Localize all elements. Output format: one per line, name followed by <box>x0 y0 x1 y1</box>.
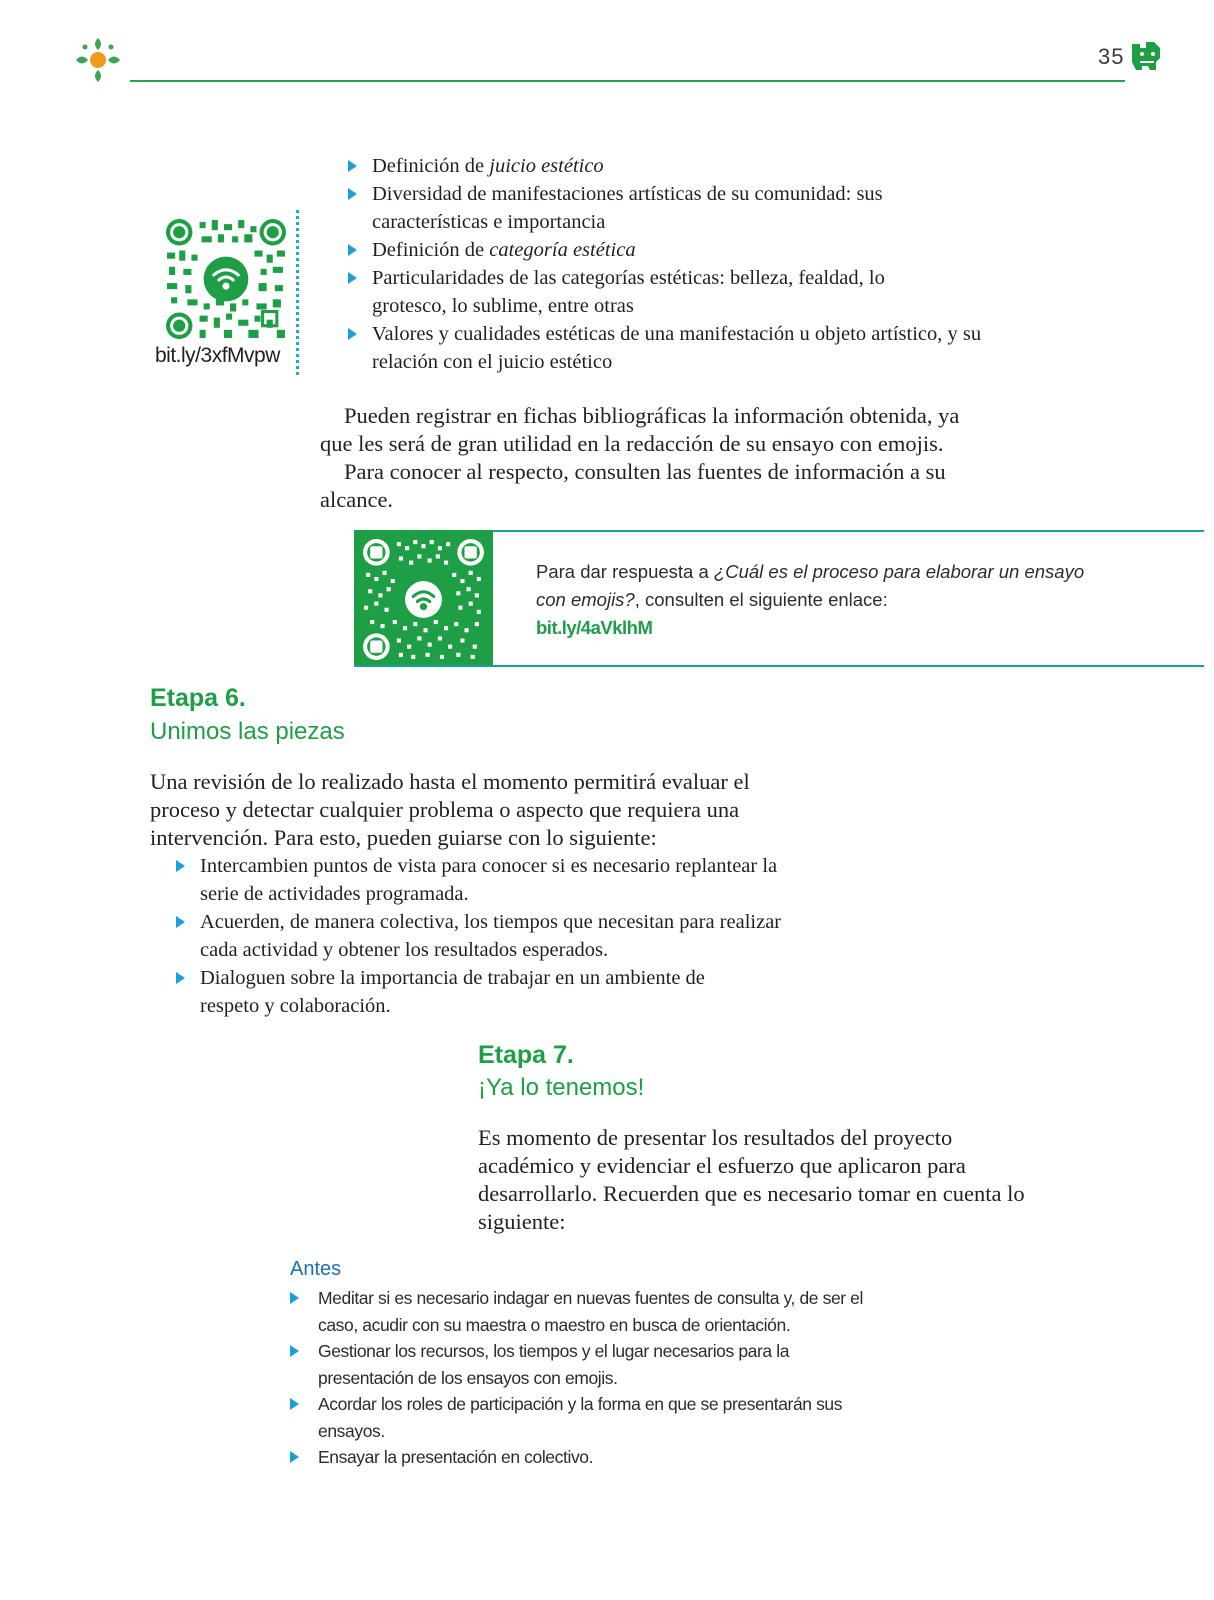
topics-list <box>348 152 988 376</box>
list-item: Diversidad de manifestaciones artísticas de su comunidad: sus características e importancia <box>348 180 988 236</box>
jaguar-head-icon <box>1128 38 1166 76</box>
list-item: Intercambien puntos de vista para conocer si es necesario replantear la serie de actividades programada. <box>176 852 790 908</box>
header-rule <box>130 80 1125 82</box>
etapa6-list <box>176 852 816 1020</box>
page-number: 35 <box>1098 44 1125 69</box>
bullet-icon <box>290 1292 299 1304</box>
bullet-icon <box>176 972 185 984</box>
bullet-icon <box>348 244 357 256</box>
antes-list <box>290 1285 870 1471</box>
bullet-icon <box>176 916 185 928</box>
etapa6-subtitle: Unimos las piezas <box>150 718 345 745</box>
bullet-icon <box>348 328 357 340</box>
bullet-icon <box>348 272 357 284</box>
list-item: Dialoguen sobre la importancia de trabajar en un ambiente de respeto y colaboración. <box>176 964 748 1020</box>
list-item: Acordar los roles de participación y la forma en que se presentarán sus ensayos. <box>290 1391 858 1444</box>
list-item: Meditar si es necesario indagar en nuevas fuentes de consulta y, de ser el caso, acudir con su maestra o maestro en busca de orientación. <box>290 1285 878 1338</box>
qr-code-icon[interactable] <box>165 218 287 340</box>
link-box-url[interactable]: bit.ly/4aVklhM <box>536 617 653 638</box>
qr-background <box>354 530 493 667</box>
list-item: Definición de categoría estética <box>348 236 988 264</box>
list-item: Definición de juicio estético <box>348 152 988 180</box>
dotted-divider <box>296 210 299 375</box>
intro-paragraph-1: Pueden registrar en fichas bibliográficas la información obtenida, ya que les será de gran utilidad en la redacción de su ensayo con emojis. <box>320 403 960 456</box>
bullet-icon <box>348 160 357 172</box>
bullet-icon <box>290 1398 299 1410</box>
bullet-icon <box>348 188 357 200</box>
list-item: Ensayar la presentación en colectivo. <box>290 1444 870 1471</box>
list-item: Valores y cualidades estéticas de una manifestación u objeto artístico, y su relación con el juicio estético <box>348 320 988 376</box>
bullet-icon <box>176 860 185 872</box>
link-box-text: Para dar respuesta a ¿Cuál es el proceso para elaborar un ensayo con emojis?, consulten el siguiente enlace: bit.ly/4aVklhM <box>536 561 1085 638</box>
list-item: Particularidades de las categorías estéticas: belleza, fealdad, lo grotesco, lo sublime, entre otras <box>348 264 892 320</box>
etapa7-title: Etapa 7. <box>478 1041 574 1069</box>
link-box-question: ¿Cuál es el proceso para elaborar un ensayo con emojis? <box>536 561 1085 610</box>
etapa7-subtitle: ¡Ya lo tenemos! <box>478 1074 645 1101</box>
etapa6-title: Etapa 6. <box>150 684 246 712</box>
qr-link-text[interactable]: bit.ly/3xfMvpw <box>155 344 280 367</box>
qr-code-icon[interactable] <box>362 538 485 661</box>
intro-paragraphs <box>320 402 980 514</box>
link-box-bottom-rule <box>354 665 1204 667</box>
intro-paragraph-2: Para conocer al respecto, consulten las fuentes de información a su alcance. <box>320 459 946 512</box>
bullet-icon <box>290 1451 299 1463</box>
list-item: Acuerden, de manera colectiva, los tiempos que necesitan para realizar cada actividad y obtener los resultados esperados. <box>176 908 810 964</box>
program-logo-icon <box>72 34 124 86</box>
bullet-icon <box>290 1345 299 1357</box>
list-item: Gestionar los recursos, los tiempos y el lugar necesarios para la presentación de los ensayos con emojis. <box>290 1338 828 1391</box>
link-box <box>354 530 1204 667</box>
antes-heading: Antes <box>290 1258 342 1280</box>
etapa6-paragraph: Una revisión de lo realizado hasta el momento permitirá evaluar el proceso y detectar cualquier problema o aspecto que requiera una intervención. Para esto, pueden guiarse con lo siguiente: <box>150 769 750 850</box>
etapa7-paragraph: Es momento de presentar los resultados del proyecto académico y evidenciar el esfuerzo que aplicaron para desarrollarlo. Recuerden que es necesario tomar en cuenta lo siguiente: <box>478 1125 1025 1234</box>
